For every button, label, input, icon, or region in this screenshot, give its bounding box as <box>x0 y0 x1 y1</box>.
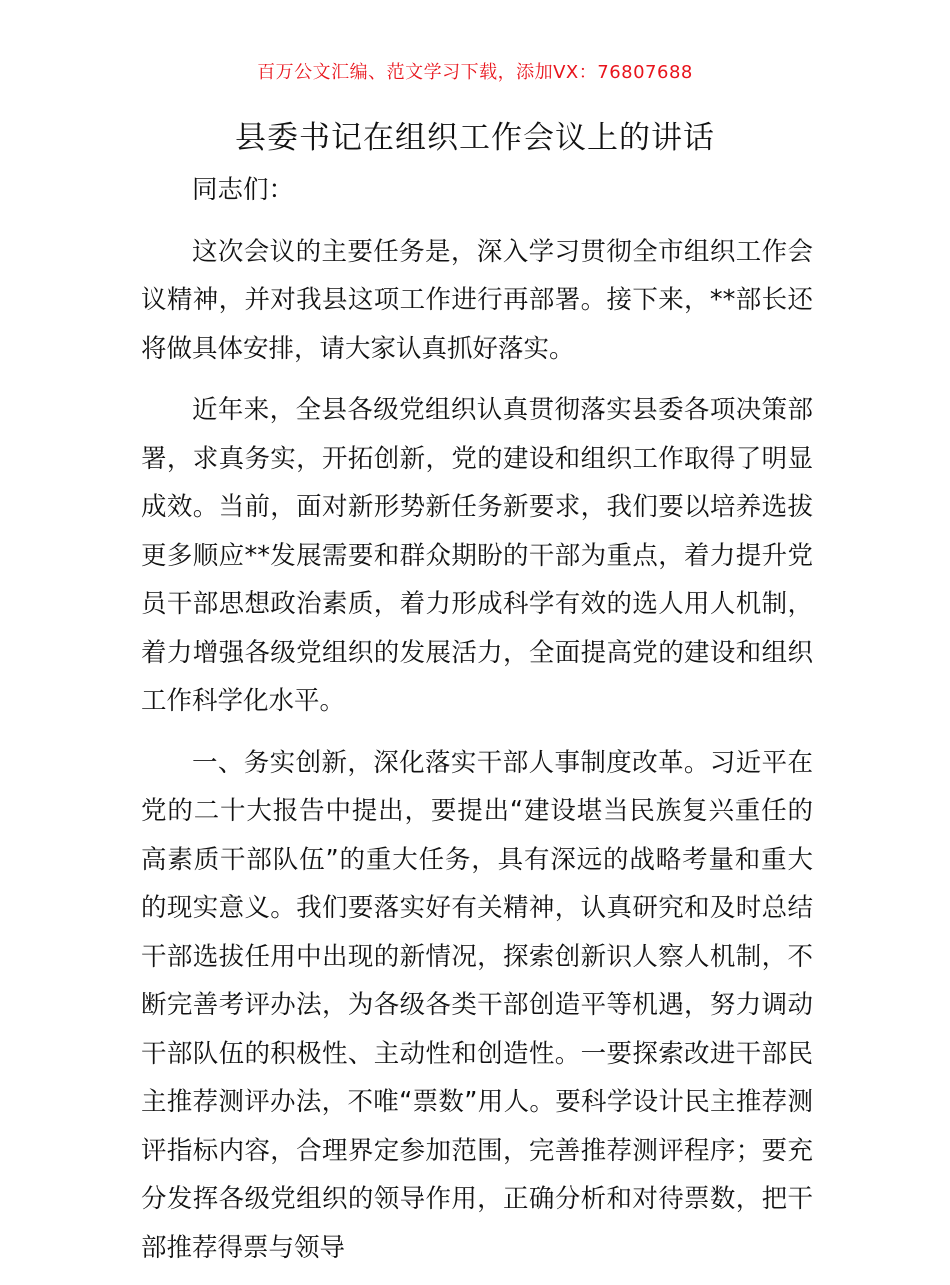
document-body <box>141 166 813 1285</box>
document-title: 县委书记在组织工作会议上的讲话 <box>235 120 715 156</box>
paragraph-1: 这次会议的主要任务是，深入学习贯彻全市组织工作会议精神，并对我县这项工作进行再部署。接下来，**部长还将做具体安排，请大家认真抓好落实。 <box>141 236 813 364</box>
paragraph-2: 近年来，全县各级党组织认真贯彻落实县委各项决策部署，求真务实，开拓创新，党的建设和组织工作取得了明显成效。当前，面对新形势新任务新要求，我们要以培养选拔更多顺应**发展需要和群众期盼的干部为重点，着力提升党员干部思想政治素质，着力形成科学有效的选人用人机制，着力增强各级党组织的发展活力，全面提高党的建设和组织工作科学化水平。 <box>141 395 813 716</box>
header-note: 百万公文汇编、范文学习下载，添加VX：76807688 <box>257 62 693 83</box>
paragraph-3: 一、务实创新，深化落实干部人事制度改革。习近平在党的二十大报告中提出，要提出“建设堪当民族复兴重任的高素质干部队伍”的重大任务，具有深远的战略考量和重大的现实意义。我们要落实好有关精神，认真研究和及时总结干部选拔任用中出现的新情况，探索创新识人察人机制，不断完善考评办法，为各级各类干部创造平等机遇，努力调动干部队伍的积极性、主动性和创造性。一要探索改进干部民主推荐测评办法，不唯“票数”用人。要科学设计民主推荐测评指标内容，合理界定参加范围，完善推荐测评程序；要充分发挥各级党组织的领导作用，正确分析和对待票数，把干部推荐得票与领导 <box>141 747 813 1263</box>
salutation: 同志们： <box>192 175 295 205</box>
